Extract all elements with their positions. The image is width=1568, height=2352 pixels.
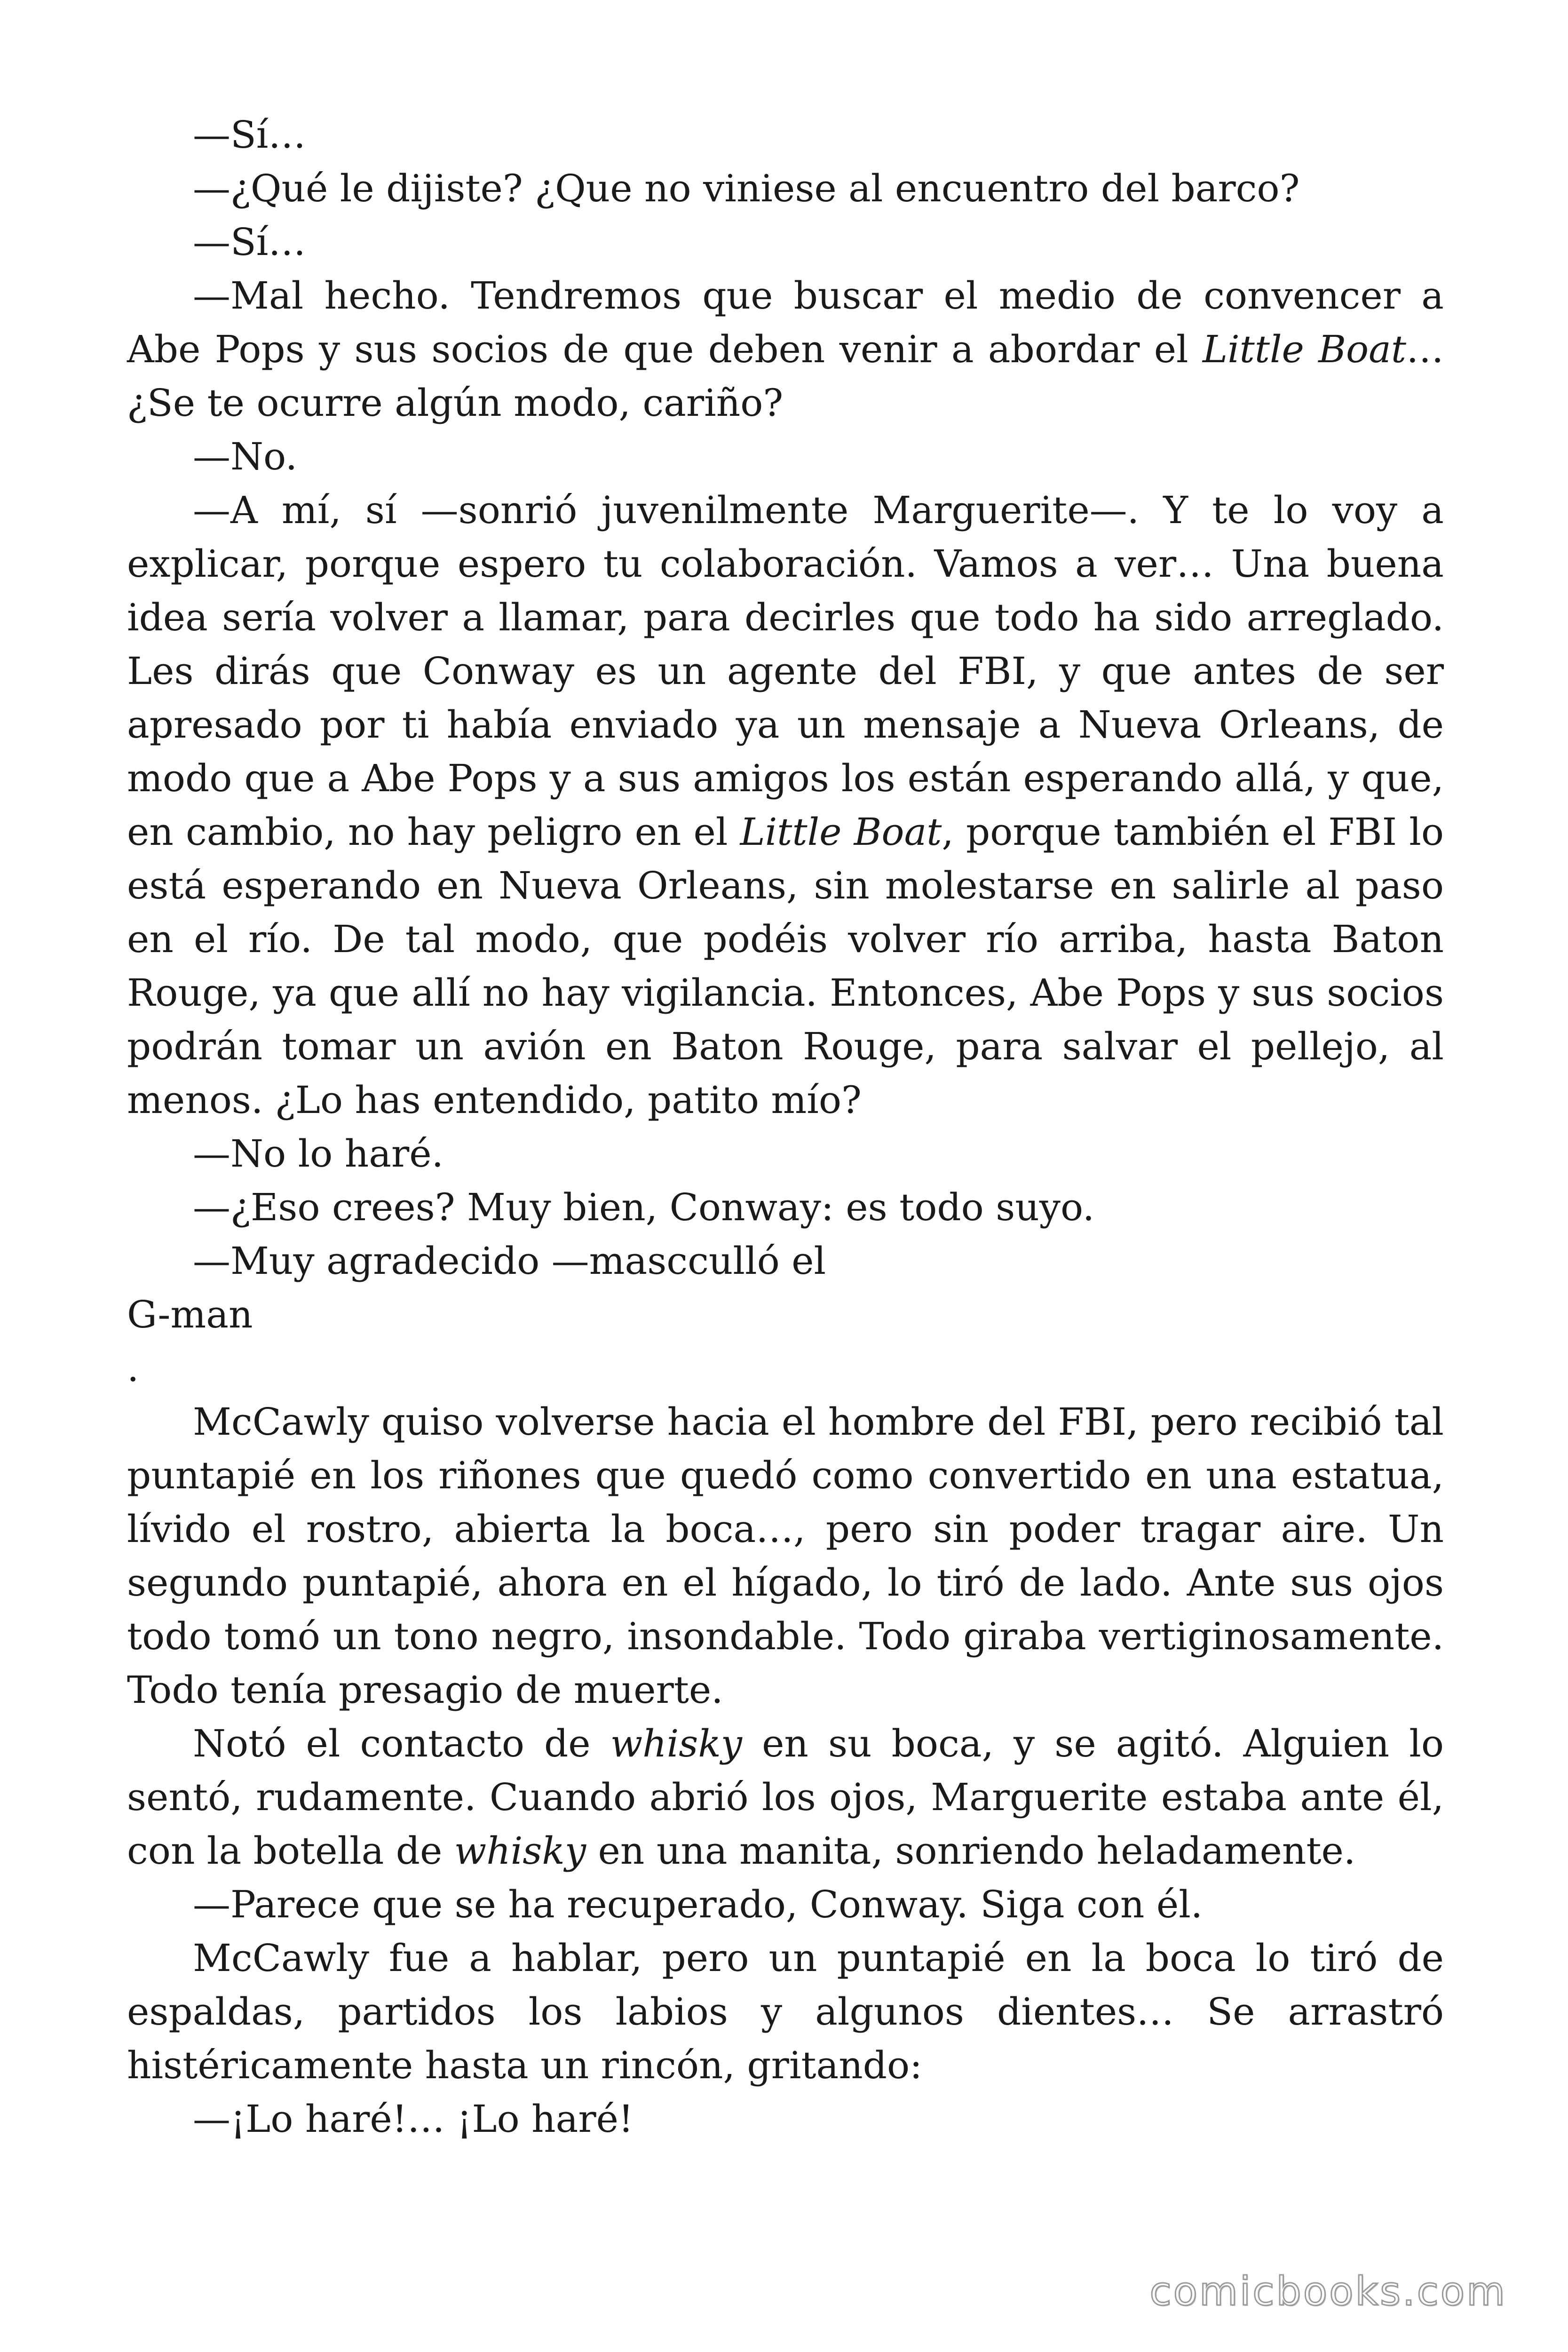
paragraph: Notó el contacto de whisky en su boca, y se agitó. Alguien lo sentó, rudamente. Cuando abrió los ojos, Marguerite estaba ante él, con la botella de whisky en una manita, sonriendo heladamente. xyxy=(127,1722,1444,1873)
italic-text: whisky xyxy=(454,1829,586,1873)
paragraph: McCawly quiso volverse hacia el hombre del FBI, pero recibió tal puntapié en los riñones que quedó como convertido en una estatua, lívido el rostro, abierta la boca…, pero sin poder tragar aire. Un segundo puntapié, ahora en el hígado, lo tiró de lado. Ante sus ojos todo tomó un tono negro, insondable. Todo giraba vertiginosamente. Todo tenía presagio de muerte. xyxy=(127,1400,1444,1712)
paragraph: —Sí… xyxy=(193,113,306,157)
paragraph: G-man xyxy=(127,1293,253,1336)
paragraph: —Sí… xyxy=(193,220,306,264)
paragraph: —No. xyxy=(193,435,298,478)
italic-text: Little Boat xyxy=(740,810,942,854)
italic-text: whisky xyxy=(610,1722,742,1765)
paragraph: —¡Lo haré!… ¡Lo haré! xyxy=(193,2097,634,2141)
paragraph: —A mí, sí —sonrió juvenilmente Marguerite—. Y te lo voy a explicar, porque espero tu colaboración. Vamos a ver… Una buena idea sería volver a llamar, para decirles que todo ha sido arreglado. Les dirás que Conway es un agente del FBI, y que antes de ser apresado por ti había enviado ya un mensaje a Nueva Orleans, de modo que a Abe Pops y a sus amigos los están esperando allá, y que, en cambio, no hay peligro en el Little Boat, porque también el FBI lo está esperando en Nueva Orleans, sin molestarse en salirle al paso en el río. De tal modo, que podéis volver río arriba, hasta Baton Rouge, ya que allí no hay vigilancia. Entonces, Abe Pops y sus socios podrán tomar un avión en Baton Rouge, para salvar el pellejo, al menos. ¿Lo has entendido, patito mío? xyxy=(127,488,1444,1122)
paragraph: McCawly fue a hablar, pero un puntapié en la boca lo tiró de espaldas, partidos los labios y algunos dientes… Se arrastró histéricamente hasta un rincón, gritando: xyxy=(127,1936,1444,2087)
paragraph: . xyxy=(127,1346,139,1390)
page-body xyxy=(127,108,1444,2146)
paragraph: —Muy agradecido —mascculló el xyxy=(193,1239,826,1283)
paragraph: —No lo haré. xyxy=(193,1132,444,1176)
italic-text: Little Boat xyxy=(1202,327,1406,371)
paragraph: —Parece que se ha recuperado, Conway. Siga con él. xyxy=(193,1883,1203,1926)
paragraph: —¿Eso crees? Muy bien, Conway: es todo suyo. xyxy=(193,1185,1095,1229)
paragraph: —Mal hecho. Tendremos que buscar el medio de convencer a Abe Pops y sus socios de que deben venir a abordar el Little Boat… ¿Se te ocurre algún modo, cariño? xyxy=(127,274,1444,425)
paragraph: —¿Qué le dijiste? ¿Que no viniese al encuentro del barco? xyxy=(193,167,1300,210)
watermark: comicbooks.com xyxy=(1149,2268,1507,2314)
